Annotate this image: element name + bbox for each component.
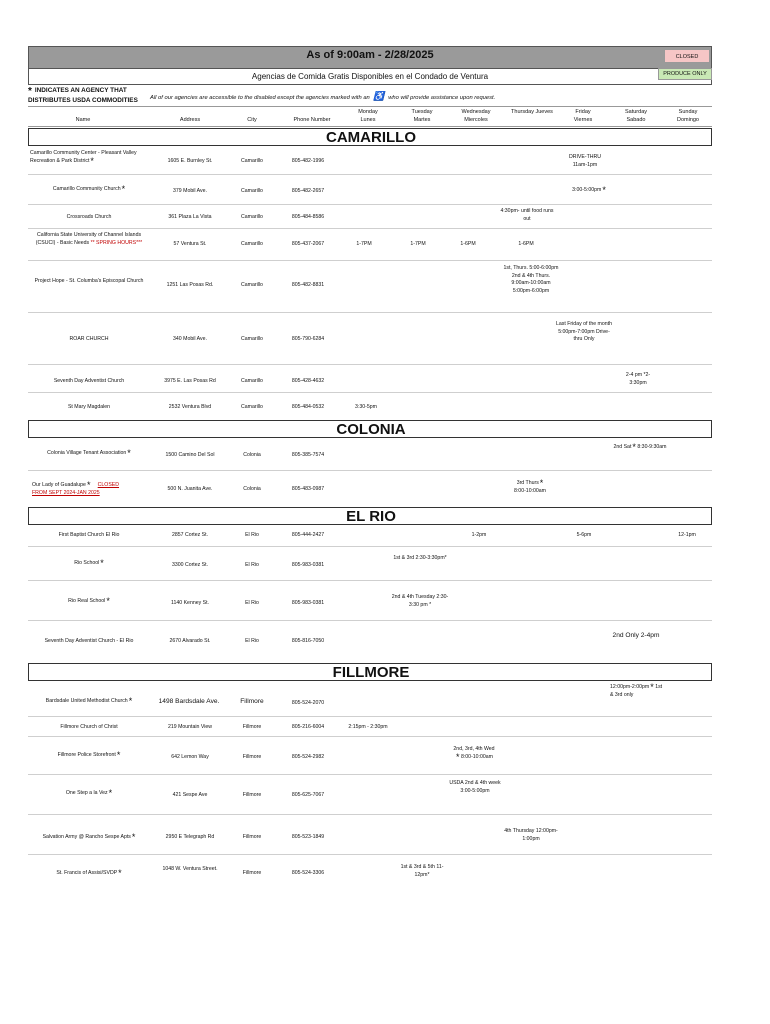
- usda-star-icon: *: [131, 832, 136, 842]
- usda-star-icon: *: [456, 751, 460, 762]
- row-divider: [28, 204, 712, 205]
- access-note-a: All of our agencies are accessible to the disabled except the agencies marked with an: [150, 95, 370, 101]
- row-2-thursday: 4:30pm- until food runs out: [500, 208, 554, 222]
- row-divider: [28, 392, 712, 393]
- row-10-sunday: 12-1pm: [678, 532, 696, 538]
- row-7-monday: 3:30-5pm: [355, 404, 377, 410]
- row-5-friday: Last Friday of the month 5:00pm-7:00pm Drive-thru Only: [556, 321, 612, 342]
- usda-star-icon: *: [86, 480, 91, 490]
- section-fillmore: [28, 663, 712, 681]
- usda-star-icon: *: [127, 448, 131, 458]
- row-3-thursday: 1-6PM: [518, 241, 534, 247]
- row-0-city: Camarillo: [241, 158, 263, 164]
- usda-note: [28, 86, 146, 105]
- row-12-address: 1140 Kenney St.: [171, 600, 209, 606]
- col-address: Address: [179, 117, 201, 123]
- row-divider: [28, 580, 712, 581]
- row-9-phone: 805-483-0987: [291, 486, 325, 492]
- accessibility-note: [150, 91, 495, 102]
- row-19-address: 1048 W. Ventura Street.: [162, 866, 218, 872]
- row-13-saturday: 2nd Only 2-4pm: [612, 632, 660, 639]
- row-18-city: Fillmore: [242, 834, 262, 840]
- col-name: Name: [75, 117, 91, 123]
- row-2-address: 361 Plaza La Vista: [168, 214, 212, 220]
- row-14-address: 1498 Bardsdale Ave.: [158, 698, 220, 705]
- row-0-name: Camarillo Community Center - Pleasant Valley Recreation & Park District*: [30, 150, 137, 166]
- row-17-address: 421 Sespe Ave: [172, 792, 208, 798]
- page-subtitle: Agencias de Comida Gratis Disponibles en el Condado de Ventura: [251, 72, 489, 81]
- usda-star-icon: *: [28, 86, 32, 97]
- row-19-name: St. Francis of Assisi/SVDP*: [56, 868, 122, 878]
- row-8-name: Colonia Village Tenant Association*: [47, 448, 131, 458]
- row-8-city: Colonia: [243, 452, 261, 458]
- row-19-city: Fillmore: [242, 870, 262, 876]
- row-9-city: Colonia: [243, 486, 261, 492]
- row-5-phone: 805-790-6284: [291, 336, 325, 342]
- col-saturday: Saturday Sabado: [624, 109, 647, 123]
- col-tuesday: Tuesday Martes: [411, 109, 433, 123]
- row-9-address: 500 N. Juanita Ave.: [167, 486, 213, 492]
- row-10-name: First Baptist Church El Rio: [58, 532, 120, 538]
- row-18-address: 2950 E Telegraph Rd: [165, 834, 215, 840]
- row-6-saturday: 2-4 pm *2-3:30pm: [625, 372, 651, 386]
- row-14-phone: 805-524-2070: [291, 700, 325, 706]
- row-16-address: 642 Lemon Way: [171, 754, 209, 760]
- row-10-wednesday: 1-2pm: [471, 532, 487, 538]
- row-17-name: One Step a la Vez*: [65, 788, 113, 798]
- closed-note: FROM SEPT 2024-JAN 2025: [32, 489, 100, 496]
- usda-star-icon: *: [118, 868, 122, 878]
- legend-produce-only: PRODUCE ONLY: [658, 68, 712, 80]
- col-thursday: Thursday Jueves: [511, 109, 553, 115]
- row-3-city: Camarillo: [241, 241, 263, 247]
- row-12-city: El Rio: [245, 600, 259, 606]
- row-9-name: Our Lady of Guadalupe* CLOSED FROM SEPT 2024-JAN 2025: [32, 480, 120, 496]
- row-divider: [28, 174, 712, 175]
- usda-star-icon: *: [121, 184, 126, 194]
- section-camarillo-label: CAMARILLO: [326, 129, 416, 146]
- usda-star-icon: *: [100, 558, 104, 568]
- row-18-phone: 805-523-1849: [291, 834, 325, 840]
- row-5-city: Camarillo: [241, 336, 263, 342]
- row-6-address: 3975 E. Las Posas Rd: [164, 378, 216, 384]
- row-divider: [28, 716, 712, 717]
- row-4-phone: 805-482-8831: [291, 282, 325, 288]
- row-2-city: Camarillo: [241, 214, 263, 220]
- row-14-name: Bardsdale United Methodist Church*: [45, 696, 133, 706]
- row-13-address: 2670 Alvarado St.: [169, 638, 211, 644]
- row-3-tuesday: 1-7PM: [410, 241, 426, 247]
- row-divider: [28, 854, 712, 855]
- row-1-address: 379 Mobil Ave.: [173, 188, 207, 194]
- row-15-name: Fillmore Church of Christ: [60, 724, 118, 730]
- row-15-address: 219 Mountain View: [167, 724, 213, 730]
- row-3-name: California State University of Channel Islands (CSUCI) - Basic Needs ** SPRING HOURS***: [35, 232, 143, 246]
- row-7-phone: 805-484-0532: [291, 404, 325, 410]
- row-divider: [28, 620, 712, 621]
- row-1-city: Camarillo: [241, 188, 263, 194]
- row-4-name: Project Hope - St. Columba's Episcopal Church: [34, 278, 144, 284]
- row-1-phone: 805-482-2657: [291, 188, 325, 194]
- row-16-city: Fillmore: [242, 754, 262, 760]
- usda-star-icon: *: [650, 682, 654, 692]
- closed-label: CLOSED: [97, 482, 120, 488]
- row-17-city: Fillmore: [242, 792, 262, 798]
- row-16-name: Fillmore Police Storefront*: [57, 750, 121, 760]
- row-1-name: Camarillo Community Church*: [52, 184, 126, 194]
- row-8-saturday: 2nd Sat* 8:30-9:30am: [613, 442, 667, 452]
- usda-star-icon: *: [106, 596, 110, 606]
- row-11-tuesday: 1st & 3rd 2:30-3:30pm*: [393, 555, 447, 561]
- row-divider: [28, 470, 712, 471]
- legend-closed: CLOSED: [664, 49, 710, 63]
- row-18-name: Salvation Army @ Rancho Sespe Apts*: [42, 832, 136, 842]
- row-11-city: El Rio: [245, 562, 259, 568]
- row-12-name: Rio Real School*: [68, 596, 110, 606]
- row-13-phone: 805-816-7050: [291, 638, 325, 644]
- row-10-address: 2857 Cortez St.: [171, 532, 209, 538]
- row-0-phone: 805-482-1996: [291, 158, 325, 164]
- access-note-b: who will provide assistance upon request.: [388, 95, 496, 101]
- row-3-note: ** SPRING HOURS***: [90, 239, 143, 246]
- row-8-address: 1500 Camino Del Sol: [165, 452, 215, 458]
- row-0-friday: DRIVE-THRU 11am-1pm: [569, 154, 601, 168]
- row-4-thursday: 1st, Thurs. 5:00-6:00pm 2nd & 4th Thurs. 9:00am-10:00am 5:00pm-6:00pm: [503, 265, 559, 294]
- row-3-address: 57 Ventura St.: [173, 241, 207, 247]
- row-11-address: 3300 Cortez St.: [171, 562, 209, 568]
- col-phone: Phone Number: [293, 117, 331, 123]
- header-top-rule: [28, 106, 712, 107]
- row-12-phone: 805-983-0381: [291, 600, 325, 606]
- section-fillmore-label: FILLMORE: [332, 664, 410, 681]
- usda-note-text: INDICATES AN AGENCY THAT DISTRIBUTES USDA COMMODITIES: [28, 87, 138, 104]
- section-el-rio-label: EL RIO: [346, 508, 396, 525]
- header-bottom-rule: [28, 126, 712, 127]
- row-19-phone: 805-524-3306: [291, 870, 325, 876]
- section-colonia-label: COLONIA: [336, 421, 406, 438]
- page-title: As of 9:00am - 2/28/2025: [306, 49, 434, 61]
- row-divider: [28, 736, 712, 737]
- row-9-thursday: 3rd Thurs* 8:00-10:00am: [513, 478, 546, 494]
- row-2-phone: 805-484-8586: [291, 214, 325, 220]
- row-divider: [28, 546, 712, 547]
- row-divider: [28, 228, 712, 229]
- usda-star-icon: *: [90, 155, 94, 166]
- row-1-friday: 3:00-5:00pm*: [572, 185, 606, 195]
- row-2-name: Crossroads Church: [66, 214, 112, 220]
- row-8-phone: 805-385-7574: [291, 452, 325, 458]
- row-divider: [28, 260, 712, 261]
- row-divider: [28, 774, 712, 775]
- row-7-city: Camarillo: [241, 404, 263, 410]
- row-11-phone: 805-983-0381: [291, 562, 325, 568]
- row-3-phone: 805-437-2067: [291, 241, 325, 247]
- col-wednesday: Wednesday Miercoles: [461, 109, 491, 123]
- row-7-name: St Mary Magdalen: [67, 404, 111, 410]
- row-11-name: Rio School*: [74, 558, 104, 568]
- row-4-city: Camarillo: [241, 282, 263, 288]
- row-5-name: ROAR CHURCH: [69, 336, 109, 342]
- row-3-wednesday: 1-6PM: [460, 241, 476, 247]
- row-3-monday: 1-7PM: [356, 241, 372, 247]
- row-15-monday: 2:15pm - 2:30pm: [348, 724, 388, 730]
- col-monday: Monday Lunes: [358, 109, 378, 123]
- row-6-city: Camarillo: [241, 378, 263, 384]
- usda-star-icon: *: [539, 478, 544, 488]
- row-16-wednesday: 2nd, 3rd, 4th Wed * 8:00-10:00am: [453, 746, 495, 762]
- row-6-phone: 805-428-4632: [291, 378, 325, 384]
- usda-star-icon: *: [128, 696, 133, 706]
- row-14-city: Fillmore: [240, 698, 264, 705]
- row-divider: [28, 364, 712, 365]
- row-10-friday: 5-6pm: [576, 532, 592, 538]
- usda-star-icon: *: [116, 750, 121, 760]
- row-6-name: Seventh Day Adventist Church: [53, 378, 125, 384]
- row-14-saturday: 12:00pm-2:00pm* 1st & 3rd only: [610, 682, 663, 698]
- row-17-phone: 805-625-7067: [291, 792, 325, 798]
- section-colonia: [28, 420, 712, 438]
- row-13-city: El Rio: [245, 638, 259, 644]
- row-13-name: Seventh Day Adventist Church - El Rio: [44, 638, 134, 644]
- row-15-phone: 805-216-6004: [291, 724, 325, 730]
- section-camarillo: [28, 128, 712, 146]
- row-19-tuesday: 1st & 3rd & 5th 11-12pm*: [400, 864, 444, 878]
- section-el-rio: [28, 507, 712, 525]
- row-10-phone: 805-444-2427: [291, 532, 325, 538]
- row-0-address: 1605 E. Burnley St.: [167, 158, 213, 164]
- row-15-city: Fillmore: [242, 724, 262, 730]
- usda-star-icon: *: [632, 442, 636, 452]
- row-12-tuesday: 2nd & 4th Tuesday 2:30-3:30 pm *: [391, 594, 449, 608]
- accessibility-icon: ♿: [373, 91, 385, 101]
- col-friday: Friday Viernes: [573, 109, 593, 123]
- usda-star-icon: *: [108, 788, 113, 798]
- col-sunday: Sunday Domingo: [676, 109, 699, 123]
- row-16-phone: 805-524-2982: [291, 754, 325, 760]
- row-10-city: El Rio: [245, 532, 259, 538]
- usda-star-icon: *: [602, 185, 606, 195]
- row-divider: [28, 814, 712, 815]
- col-city: City: [247, 117, 257, 123]
- row-18-thursday: 4th Thursday 12:00pm-1:00pm: [504, 828, 558, 842]
- row-17-wednesday: USDA 2nd & 4th week 3:00-5:00pm: [449, 780, 501, 794]
- row-divider: [28, 312, 712, 313]
- row-7-address: 2532 Ventura Blvd: [168, 404, 212, 410]
- row-5-address: 340 Mobil Ave.: [173, 336, 207, 342]
- row-4-address: 1251 Las Posas Rd.: [166, 282, 214, 288]
